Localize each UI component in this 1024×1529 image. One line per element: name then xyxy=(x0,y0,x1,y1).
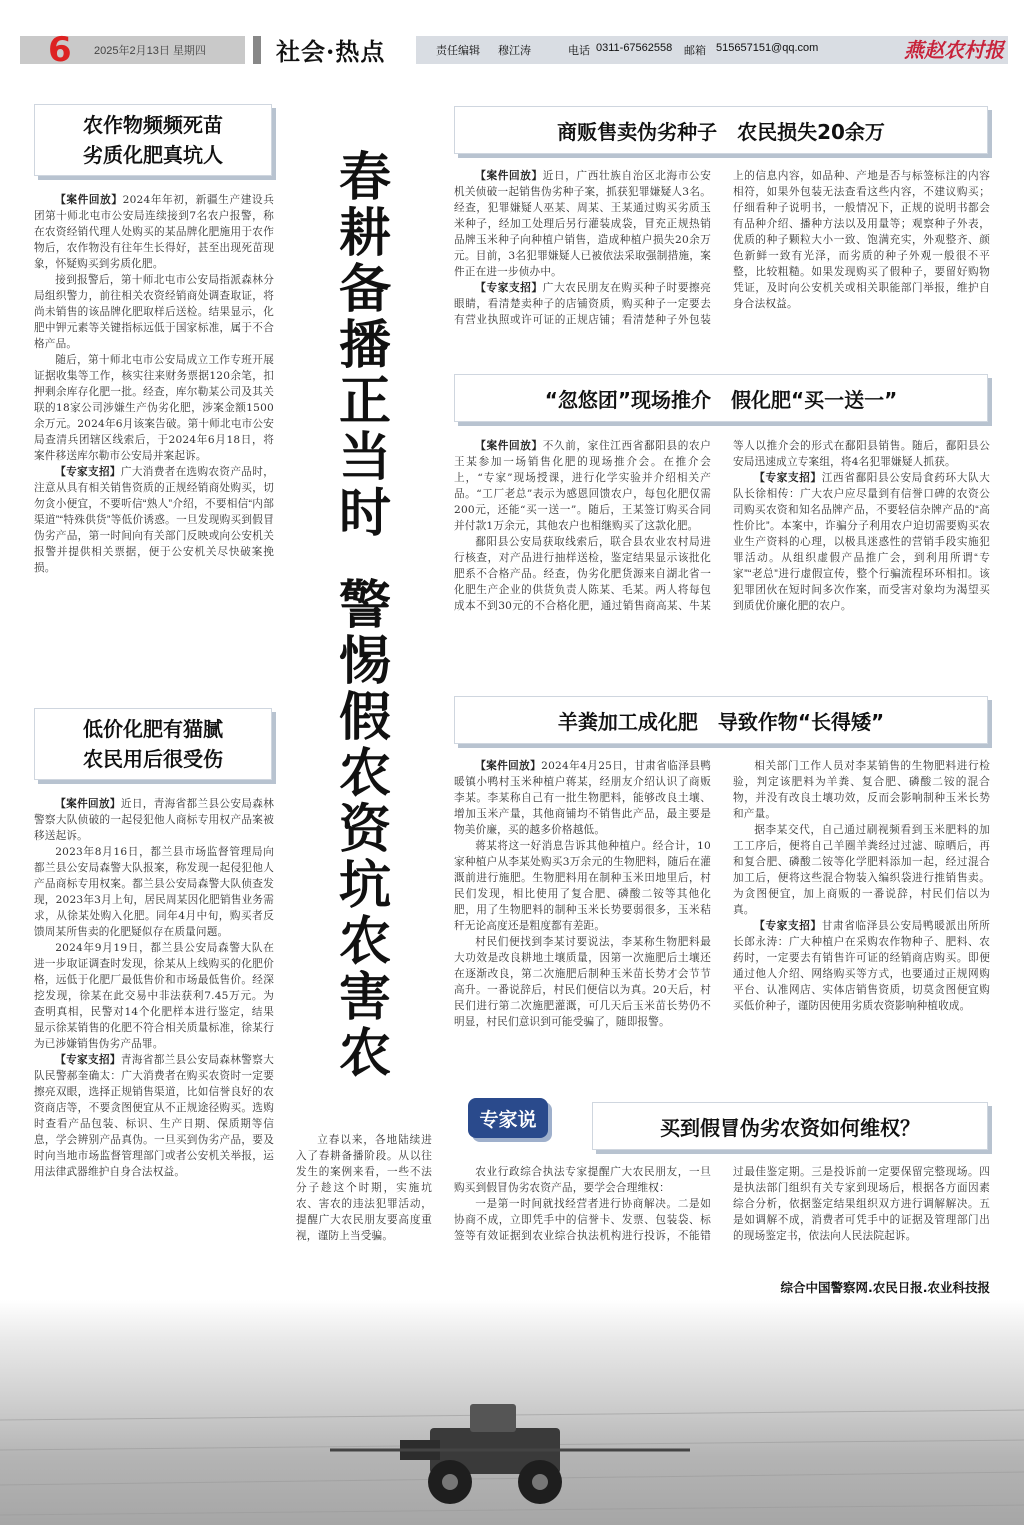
article1-body xyxy=(34,192,274,576)
email-label: 邮箱 xyxy=(684,45,706,57)
section-title: 社会·热点 xyxy=(276,37,386,66)
headline-gap xyxy=(330,542,400,578)
headline-char: 正 xyxy=(338,372,391,432)
article2-p1: 近日，青海省都兰县公安局森林警察大队侦破的一起侵犯他人商标专用权产品案被移送起诉。 xyxy=(34,798,274,842)
article2-title-line1: 低价化肥有猫腻 xyxy=(83,717,223,741)
article4-title: “忽悠团”现场推介 假化肥“买一送一” xyxy=(544,387,898,412)
editor-label: 责任编辑 xyxy=(436,45,480,57)
article1-p1: 2024年年初，新疆生产建设兵团第十师北屯市公安局连续接到7名农户报警，称在农资经销代理人处购买的某品牌化肥施用于农作物后，农作物没有往年生长得好，甚至出现死苗现象，怀疑购买到劣质化肥。 xyxy=(34,194,274,270)
headline-char: 时 xyxy=(338,484,391,544)
headline-char: 坑 xyxy=(338,856,391,916)
article5-expert: 甘肃省临泽县公安局鸭暖派出所所长郎永涛：广大种植户在采购农作物种子、肥料、农药时，一定要去有销售许可证的经销商店购买。即便通过他人介绍、网络购买等方式，也要通过正规网购平台、认准网店、实体店销售资质，切莫贪图便宜购买低价种子，谨防因使用劣质农资影响种植收成。 xyxy=(733,920,991,1012)
case-label: 【案件回放】 xyxy=(475,170,543,182)
article2-p3: 2024年9月19日，都兰县公安局森警大队在进一步取证调查时发现，徐某从上线购买的化肥价格，远低于化肥厂最低售价和市场最低售价。经深挖发现，徐某在此交易中非法获利7.45万元。为查明真相，民警对14个化肥样本进行鉴定，结果显示徐某销售的化肥不符合相关质量标准，徐某行为已涉嫌销售伪劣产品罪。 xyxy=(34,942,274,1050)
case-label: 【案件回放】 xyxy=(475,760,542,772)
article5-title: 羊粪加工成化肥 导致作物“长得矮” xyxy=(557,709,885,734)
article4-p2: 鄱阳县公安局获取线索后，联合县农业农村局进行核查，对产品进行抽样送检，鉴定结果显示该批化肥系不合格产品。经查，伪劣化肥货源来自湖北省一化肥生产企业的供货负责人陈某、毛某。两人将每包成本不到30元的不合格化肥，通过销售商高某、牛某等人以推介会的形式在鄱阳县销售。随后，鄱阳县公安局迅速成立专案组，将4名犯罪嫌疑人抓获。 xyxy=(454,440,990,612)
article5-p2: 蒋某将这一好消息告诉其他种植户。经合计，10家种植户从李某处购买3万余元的生物肥料，随后在灌溉前进行施肥。生物肥料用在制种玉米田地里后，村民们发现，相比使用了复合肥、磷酸二铵等其他化肥，用了生物肥料的制种玉米长势要弱很多，玉米秸秆无论高度还是粗度都有差距。 xyxy=(454,840,711,932)
headline-char: 农 xyxy=(338,1024,391,1084)
article4-headline xyxy=(454,374,988,422)
headline-char: 假 xyxy=(338,688,391,748)
article1-headline xyxy=(34,104,272,176)
article5-headline xyxy=(454,696,988,744)
phone-number: 0311-67562558 xyxy=(596,42,673,54)
article2-body xyxy=(34,796,274,1180)
issue-date: 2025年2月13日 星期四 xyxy=(94,45,206,57)
intro-paragraph xyxy=(296,1132,432,1244)
article5-body xyxy=(454,758,990,1030)
expert-label: 【专家支招】 xyxy=(55,466,121,478)
email-address: 515657151@qq.com xyxy=(716,42,819,54)
article1-p2: 接到报警后，第十师北屯市公安局指派森林分局组织警力，前往相关农资经销商处调查取证，将尚未销售的该品牌化肥取样后送检。结果显示，化肥中钾元素等关键指标远低于国家标准，属于不合格产品。 xyxy=(34,274,274,350)
article4-p1: 不久前，家住江西省鄱阳县的农户王某参加一场销售化肥的现场推介会。在推介会上，“专家”现场授课，进行化学实验并介绍相关产品。“工厂老总”表示为感恩回馈农户，每包化肥仅需200元，还能“买一送一”。随后，王某签订购买合同并付款1万余元，其他农户也相继购买了这款化肥。 xyxy=(454,440,712,532)
headline-char: 农 xyxy=(338,912,391,972)
article5-p1: 2024年4月25日，甘肃省临泽县鸭暖镇小鸭村玉米种植户蒋某，经朋友介绍认识了商贩李某。李某称自己有一批生物肥料，能够改良土壤、增加玉米产量，其他商铺均不销售此产品，最主要是物美价廉，买的越多价格越低。 xyxy=(454,760,712,836)
expert-label: 【专家支招】 xyxy=(55,1054,121,1066)
header-divider xyxy=(253,36,261,64)
article2-title-line2: 农民用后很受伤 xyxy=(83,747,223,771)
article3-body xyxy=(454,168,990,328)
headline-char: 当 xyxy=(338,428,391,488)
article1-title-line2: 劣质化肥真坑人 xyxy=(83,143,223,167)
tractor-illustration xyxy=(0,1300,1024,1525)
article1-title-line1: 农作物频频死苗 xyxy=(83,113,223,137)
expert-box-body xyxy=(454,1164,990,1244)
intro-text: 立春以来，各地陆续进入了春耕备播阶段。从以往发生的案例来看，一些不法分子趁这个时期，实施坑农、害农的违法犯罪活动，提醒广大农民朋友要高度重视，谨防上当受骗。 xyxy=(296,1134,432,1242)
article1-expert: 广大消费者在选购农资产品时，注意从具有相关销售资质的正规经销商处购买，切勿贪小便宜，不要听信“熟人”介绍，不要相信“内部渠道”“特殊供货”等低价诱惑。一旦发现购买到假冒伪劣产品，第一时间向有关部门反映或向公安机关报警并提供相关票据，便于公安机关尽快破案挽损。 xyxy=(34,466,274,574)
headline-char: 春 xyxy=(338,148,391,208)
article2-p2: 2023年8月16日，都兰县市场监督管理局向都兰县公安局森警大队报案，称发现一起侵犯他人产品商标专用权案。都兰县公安局森警大队侦查发现，2023年3月上旬，居民周某因化肥销售业务需求，从徐某处购入化肥。同年4月中旬，购买者反馈周某所售卖的化肥疑似存在质量问题。 xyxy=(34,846,274,938)
headline-char: 资 xyxy=(338,800,391,860)
headline-char: 害 xyxy=(338,968,391,1028)
newspaper-logo: 燕赵农村报 xyxy=(904,38,1004,62)
page-number: 6 xyxy=(48,30,72,70)
expert-says-tag: 专家说 xyxy=(468,1098,548,1138)
source-credit: 综合中国警察网.农民日报.农业科技报 xyxy=(780,1280,990,1295)
article5-p3: 村民们便找到李某讨要说法，李某称生物肥料最大功效是改良耕地土壤质量，因第一次施肥后土壤还在逐渐改良，第二次施肥后制种玉米苗长势才会节节高升。一番说辞后，村民们便信以为真。20天后，村民们进行第二次施肥灌溉，可几天后玉米苗长势仍不明显，村民们意识到可能受骗了，随即报警。 xyxy=(454,936,711,1028)
article3-p1: 近日，广西壮族自治区北海市公安机关侦破一起销售伪劣种子案，抓获犯罪嫌疑人3名。经查，犯罪嫌疑人巫某、周某、王某通过购买劣质玉米种子，经加工处理后另行灌装成袋，冒充正规热销品牌玉米种子向种植户销售，造成种植户损失20余万元。目前，3名犯罪嫌疑人已被依法采取强制措施，案件正在进一步侦办中。 xyxy=(454,170,712,278)
headline-char: 农 xyxy=(338,744,391,804)
headline-char: 播 xyxy=(338,316,391,376)
phone-label: 电话 xyxy=(568,45,590,57)
article3-expert: 广大农民朋友在购买种子时要擦亮眼睛，看清楚卖种子的店铺资质，购买种子一定要去有营业执照或许可证的正规店铺；看清楚种子外包装上的信息内容，如品种、产地是否与标签标注的内容相符，如果外包装无法查看这些内容，不建议购买；仔细看种子说明书，一般情况下，正规的说明书都会有品种介绍、播种方法以及用量等；观察种子外表，优质的种子颗粒大小一致、饱满充实，外观整齐、颜色新鲜一致有光泽，而劣质的种子外观一般很不平整，比较粗糙。如果发现购买了假种子，要留好购物凭证，及时向公安机关或相关职能部门举报，维护自身合法权益。 xyxy=(454,170,990,326)
article3-title: 商贩售卖伪劣种子 农民损失20余万 xyxy=(557,119,885,144)
case-label: 【案件回放】 xyxy=(55,798,121,810)
main-vertical-headline xyxy=(330,150,400,1082)
article2-expert: 青海省都兰县公安局森林警察大队民警郝奎确太：广大消费者在购买农资时一定要擦亮双眼，选择正规销售渠道，比如信誉良好的农资商店等，不要贪图便宜从不正规途径购买。选购时查看产品包装、标识、生产日期、保质期等信息，学会辨别产品真伪。一旦买到伪劣产品，要及时向当地市场监督管理部门或者公安机关举报，运用法律武器维护自身合法权益。 xyxy=(34,1054,274,1178)
article1-p3: 随后，第十师北屯市公安局成立工作专班开展证据收集等工作，核实往来财务票据120余笔，扣押剩余库存化肥一批。经查，库尔勒某公司及其关联的18家公司涉嫌生产伪劣化肥，涉案金额1500余万元。2024年6月该案告破。第十师北屯市公安局查清兵团辖区线索后，于2024年6月18日，将案件移送库尔勒市公安局并案起诉。 xyxy=(34,354,274,462)
article4-expert: 江西省鄱阳县公安局食药环大队大队长徐相传：广大农户应尽量到有信誉口碑的农资公司购买农资和知名品牌产品，不要轻信杂牌产品的“高性价比”。本案中，诈骗分子利用农户迫切需要购买农业生产资料的心理，以极具迷惑性的营销手段实施犯罪活动。从组织虚假产品推广会，到利用所谓“专家”“老总”进行虚假宣传，整个行骗流程环环相扣。该犯罪团伙在短时间多次作案，而受害对象均为渴望买到质优价廉化肥的农户。 xyxy=(733,472,991,612)
headline-char: 耕 xyxy=(338,204,391,264)
expert-box-p1: 农业行政综合执法专家提醒广大农民朋友，一旦购买到假冒伪劣农资产品，要学会合理维权： xyxy=(454,1166,711,1194)
article2-headline xyxy=(34,708,272,780)
case-label: 【案件回放】 xyxy=(475,440,543,452)
article5-p5: 据李某交代，自己通过刷视频看到玉米肥料的加工工序后，便将自己羊圈羊粪经过过滤、晾晒后，再和复合肥、磷酸二铵等化学肥料添加一起，经过混合加工后，便将这些混合物装入编织袋进行推销售卖。为贪图便宜，加上商贩的一番说辞，村民们信以为真。 xyxy=(733,824,990,916)
editor-name: 穆江涛 xyxy=(498,45,531,57)
page-header xyxy=(20,30,1008,70)
article3-headline xyxy=(454,106,988,154)
tractor-field-photo xyxy=(0,1300,1024,1525)
article5-p4: 相关部门工作人员对李某销售的生物肥料进行检验，判定该肥料为羊粪、复合肥、磷酸二铵的混合物，并没有改良土壤功效，反而会影响制种玉米长势和产量。 xyxy=(733,760,990,820)
article4-body xyxy=(454,438,990,614)
headline-char: 惕 xyxy=(338,632,391,692)
expert-label: 【专家支招】 xyxy=(475,282,543,294)
tractor-icon xyxy=(330,1404,690,1504)
expert-label: 【专家支招】 xyxy=(754,472,822,484)
case-label: 【案件回放】 xyxy=(55,194,123,206)
expert-box-p2: 一是第一时间就找经营者进行协商解决。二是如协商不成，立即凭手中的信誉卡、发票、包装袋、标签等有效证据到农业综合执法机构进行投诉，不能错过最佳鉴定期。三是投诉前一定要保留完整现场。四是执法部门组织有关专家到现场后，根据各方面因素综合分析，依据鉴定结果组织双方进行调解解决。五是如调解不成，消费者可凭手中的证据及管理部门出的现场鉴定书，依法向人民法院起诉。 xyxy=(454,1166,990,1242)
headline-char: 警 xyxy=(338,576,391,636)
expert-box-title: 买到假冒伪劣农资如何维权？ xyxy=(660,1115,920,1140)
headline-char: 备 xyxy=(338,260,391,320)
expert-box-headline xyxy=(592,1102,988,1150)
expert-label: 【专家支招】 xyxy=(754,920,822,932)
